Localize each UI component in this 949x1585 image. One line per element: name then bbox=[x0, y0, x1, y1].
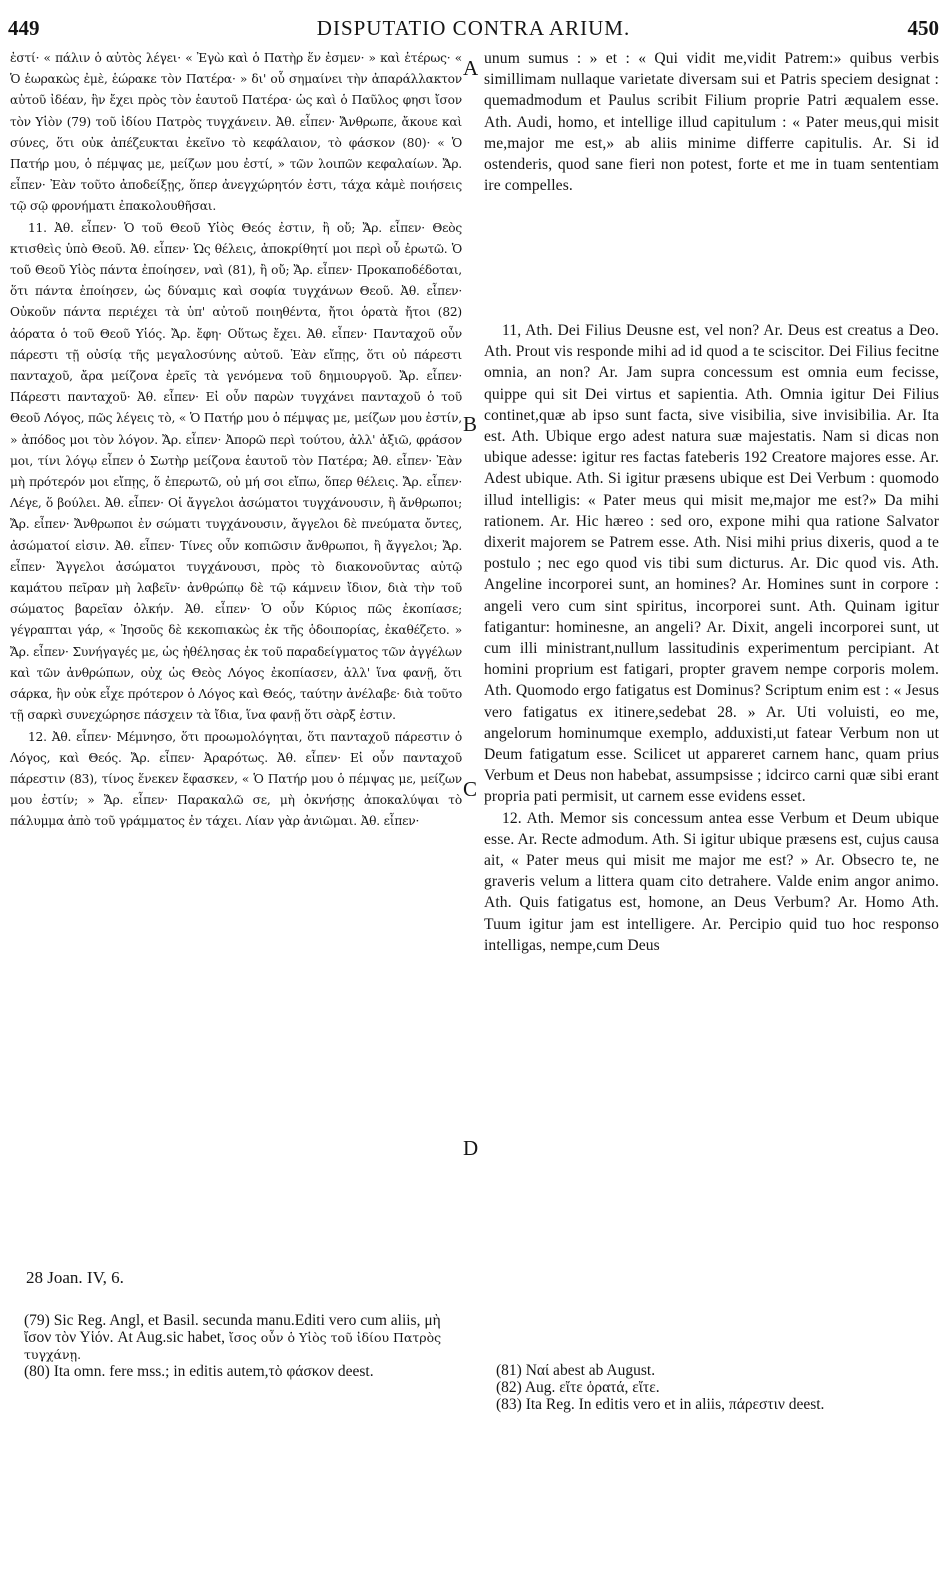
margin-marker-b: B bbox=[463, 412, 478, 436]
scripture-footnote: 28 Joan. IV, 6. bbox=[26, 1268, 124, 1287]
page-number-left: 449 bbox=[8, 16, 40, 40]
latin-paragraph: 11, Ath. Dei Filius Deusne est, vel non? Ar. Deus est creatus a Deo. Ath. Prout vis responde mihi ad id quod a te sciscitor. Dei Filius fecitne omnia, an non? Ar. Jam supra concessum est omnia eum fecisse, quippe qui sit Dei virtus et sapientia. Ath. Omnia igitur Dei Filius continet,quæ ab ipso sunt facta, sive visibilia, sive invisibilia. Ar. Ita est. Ath. Ubique ergo adest natura suæ majestatis. Nam si dicas non ubique adesse: igitur res factas fateberis 192 Creatore majores esse. Ar. Adest ubique. Ath. Si igitur præsens ubique est Dei Verbum : quomodo illud intelligis: « Pater meus qui misit me,major me est?» Da mihi rationem. Ar. Hic hæreo : sed oro, expone mihi qua ratione Salvator dixerit majorem se Patrem esse. Ath. Nisi mihi prius dixeris, quod a te postulo ; nec ego quod vis tibi sum dicturus. Ar. Dic quod vis. Ath. Angeline incorporei sunt, an homines? Ar. Homines sunt in corpore : angeli vero cum sint spiritus, incorporei sunt. Ath. Quinam igitur fatigantur: hominesne, an angeli? Ar. Dixit, angeli incorporei sunt, ut cum illi ministrant,nullum lassitudinis experimentum percipiant. At homini proprium est fatigari, propter gravem nempe corporis molem. Ath. Quomodo ergo fatigatus est Dominus? Scriptum enim est : « Jesus vero fatigatus ex itinere,sedebat 28. » Ar. Uti voluisti, eo me, angelorum hominumque exemplo, adduxisti,ut fatear Verbum non ut Deum fatigatum esse. Scilicet ut appareret carnem hanc, quam prius Verbum et Deus non habebat, assumpsisse ; idcirco carni quæ sibi erant propria pati permisit, ut carnem esse evidens esset. bbox=[484, 322, 939, 806]
footnote-82: (82) Aug. εἴτε ὁρατά, εἴτε. bbox=[496, 1379, 660, 1396]
footnotes-left bbox=[24, 1312, 464, 1380]
page-number-right: 450 bbox=[907, 16, 939, 40]
greek-column bbox=[10, 48, 462, 833]
latin-paragraph: 12. Ath. Memor sis concessum antea esse Verbum et Deum ubique esse. Ar. Recte admodum. Ath. Si igitur ubique præsens est, cujus causa ait, « Pater meus qui misit me major me est? » Ar. Obsecro te, ne graveris velum a littera quam cito detrahere. Valde enim angor animo. Ath. Quis fatigatus est, homone, an Deus Verbum? Ar. Homo Ath. Tuum igitur jam est intelligere. Ar. Percipio quid tuo hoc responso intelligas, nempe,cum Deus bbox=[484, 809, 939, 954]
footnote-79-text: (79) Sic Reg. Angl, et Basil. secunda manu.Editi vero cum aliis, μὴ ἴσον τὸν Υἱόν. At Aug.sic habet, bbox=[24, 1312, 441, 1346]
footnote-79-greek: ἴσος οὖν ὁ Υἱὸς τοῦ ἰδίου Πατρὸς τυγχάνῃ. bbox=[24, 1330, 442, 1362]
greek-paragraph: 12. Ἀθ. εἶπεν· Μέμνησο, ὅτι προωμολόγηται, ὅτι πανταχοῦ πάρεστιν ὁ Λόγος, καὶ Θεός. Ἄρ. εἶπεν· Ἀραρότως. Ἀθ. εἶπεν· Εἰ οὖν πανταχοῦ πάρεστιν (83), τίνος ἕνεκεν ἔφασκεν, « Ὁ Πατήρ μου ὁ πέμψας με, μείζων μου ἐστίν; » Ἄρ. εἶπεν· Παρακαλῶ σε, μὴ ὀκνήσῃς ἀποκαλύψαι τὸ πάλυμμα ἀπὸ τοῦ γράμματος ἐν τάχει. Λίαν γὰρ ἀνιῶμαι. Ἀθ. εἶπεν· bbox=[10, 729, 462, 829]
footnotes-right bbox=[496, 1362, 936, 1413]
footnote-79 bbox=[24, 1312, 464, 1363]
footnote-80: (80) Ita omn. fere mss.; in editis autem,τὸ φάσκον deest. bbox=[24, 1363, 374, 1380]
margin-marker-d: D bbox=[463, 1136, 479, 1160]
margin-marker-a: A bbox=[463, 56, 479, 80]
running-title: DISPUTATIO CONTRA ARIUM. bbox=[316, 16, 631, 40]
footnote-83: (83) Ita Reg. In editis vero et in aliis, πάρεστιν deest. bbox=[496, 1396, 825, 1413]
latin-paragraph: unum sumus : » et : « Qui vidit me,vidit Patrem:» quibus verbis simillimam nullaque varietate diversam sui et Patris speciem designat : quemadmodum et Paulus scribit Filium proprie Patri æqualem esse. Ath. Audi, homo, et intellige illud capitulum : « Pater meus,qui misit me,major me est,» ab aliis minime differre capitulis. Ar. Si id ostenderis, quod sane fieri non potest, forte et me in tuam sententiam ire compelles. bbox=[484, 50, 939, 195]
margin-marker-c: C bbox=[463, 777, 478, 801]
footnote-81: (81) Ναί abest ab August. bbox=[496, 1362, 656, 1379]
greek-paragraph: 11. Ἀθ. εἶπεν· Ὁ τοῦ Θεοῦ Υἱὸς Θεός ἐστιν, ἢ οὔ; Ἄρ. εἶπεν· Θεὸς κτισθεὶς ὑπὸ Θεοῦ. Ἀθ. εἶπεν· Ὡς θέλεις, ἀποκρίθητί μοι περὶ οὗ ἐρωτῶ. Ὁ τοῦ Θεοῦ Υἱὸς πάντα ἐποίησεν, ναὶ (81), ἢ οὔ; Ἄρ. εἶπεν· Προκαποδέδοται, ὅτι πάντα ἐποίησεν, ὡς δύναμις καὶ σοφία τυγχάνων Θεοῦ. Ἀθ. εἶπεν· Οὐκοῦν πάντα περιέχει τὰ ὑπ' αὐτοῦ ποιηθέντα, ἤτοι ὁρατὰ ἤτοι (82) ἀόρατα ὁ τοῦ Θεοῦ Υἱός. Ἄρ. ἔφη· Οὕτως ἔχει. Ἀθ. εἶπεν· Πανταχοῦ οὖν πάρεστι τῇ οὐσίᾳ τῆς μεγαλοσύνης αὐτοῦ. Ἐὰν εἴπῃς, ὅτι οὐ πάρεστι πανταχοῦ, ἄρα μείζονα ἐρεῖς τὰ γενόμενα τοῦ δημιουργοῦ. Ἄρ. εἶπεν· Πάρεστι πανταχοῦ· Ἀθ. εἶπεν· Εἰ οὖν παρὼν τυγχάνει πανταχοῦ ὁ τοῦ Θεοῦ Λόγος, πῶς λέγεις τὸ, « Ὁ Πατήρ μου ὁ πέμψας με, μείζων μου ἐστίν, » ἀπόδος μοι τὸν λόγον. Ἄρ. εἶπεν· Ἀπορῶ περὶ τούτου, ἀλλ' ἀξιῶ, φράσον μοι, τίνι λόγῳ εἶπεν ὁ Σωτὴρ μείζονα ἑαυτοῦ τὸν Πατέρα; Ἀθ. εἶπεν· Ἐὰν μὴ πρότερόν μοι εἴπῃς, ὅ ἐπερωτῶ, οὐ μή σοι εἴπω, ὅπερ θέλεις. Ἄρ. εἶπεν· Λέγε, ὅ βούλει. Ἀθ. εἶπεν· Οἱ ἄγγελοι ἀσώματοι τυγχάνουσιν, ἢ ἄνθρωποι; Ἄρ. εἶπεν· Ἄνθρωποι ἐν σώματι τυγχάνουσιν, ἄγγελοι δὲ πνεύματα ὄντες, ἀσώματοί εἰσιν. Ἀθ. εἶπεν· Τίνες οὖν κοπιῶσιν ἄνθρωποι, ἢ ἄγγελοι; Ἄρ. εἶπεν· Ἄγγελοι ἀσώματοι τυγχάνουσι, πρὸς τὸ διακονοῦντας αὐτῷ καμάτου πεῖραν μὴ λαβεῖν· ἀνθρώπῳ δὲ τῷ κάμνειν ἴδιον, διὰ τὴν τοῦ σώματος βαρεῖαν ὁλκήν. Ἀθ. εἶπεν· Ὁ οὖν Κύριος πῶς ἐκοπίασε; γέγραπται γάρ, « Ἰησοῦς δὲ κεκοπιακὼς ἐκ τῆς ὁδοιπορίας, ἐκαθέζετο. » Ἄρ. εἶπεν· Συνήγαγές με, ὡς ἠθέλησας ἐκ τοῦ παραδείγματος τῶν ἀγγέλων καὶ τῶν ἀνθρώπων, οὐχ ὡς Θεὸς Λόγος ἐκοπίασεν, ἀλλ' ἵνα φανῇ, ὅτι σάρκα, ἣν οὐκ εἶχε πρότερον ὁ Λόγος καὶ Θεός, ταύτην ἀνέλαβε· διὰ τοῦτο τῇ σαρκὶ συνεχώρησε πάσχειν τὰ ἴδια, ἵνα φανῇ ὅτι σὰρξ ἐστιν. bbox=[10, 220, 462, 723]
page-header bbox=[8, 14, 939, 44]
greek-paragraph: ἐστί· « πάλιν ὁ αὐτὸς λέγει· « Ἐγὼ καὶ ὁ Πατὴρ ἕν ἐσμεν· » καὶ ἑτέρως· « Ὁ ἑωρακὼς ἐμὲ, ἑώρακε τὸν Πατέρα· » δι' οὗ σημαίνει τὴν ἀπαράλλακτον αὐτοῦ ἰδέαν, ἣν ἔχει πρὸς τὸν ἑαυτοῦ Πατέρα· ὡς καὶ ὁ Παῦλος φησι ἴσον τὸν Υἱὸν (79) τοῦ ἰδίου Πατρὸς τυγχάνειν. Ἀθ. εἶπεν· Ἄνθρωπε, ἄκουε καὶ σύνες, ὅτι οὐκ ἀπέζευκται ἐκεῖνο τὸ κεφάλαιον, τὸ φάσκον (80)· « Ὁ Πατήρ μου, ὁ πέμψας με, μείζων μου ἐστί, » τῶν λοιπῶν κεφαλαίων. Ἄρ. εἶπεν· Ἐὰν τοῦτο ἀποδείξῃς, ὅπερ ἀνεγχώρητόν ἐστι, τάχα κἀμὲ ποιήσεις τῷ σῷ φρονήματι ἐπακολουθῆσαι. bbox=[10, 51, 462, 214]
